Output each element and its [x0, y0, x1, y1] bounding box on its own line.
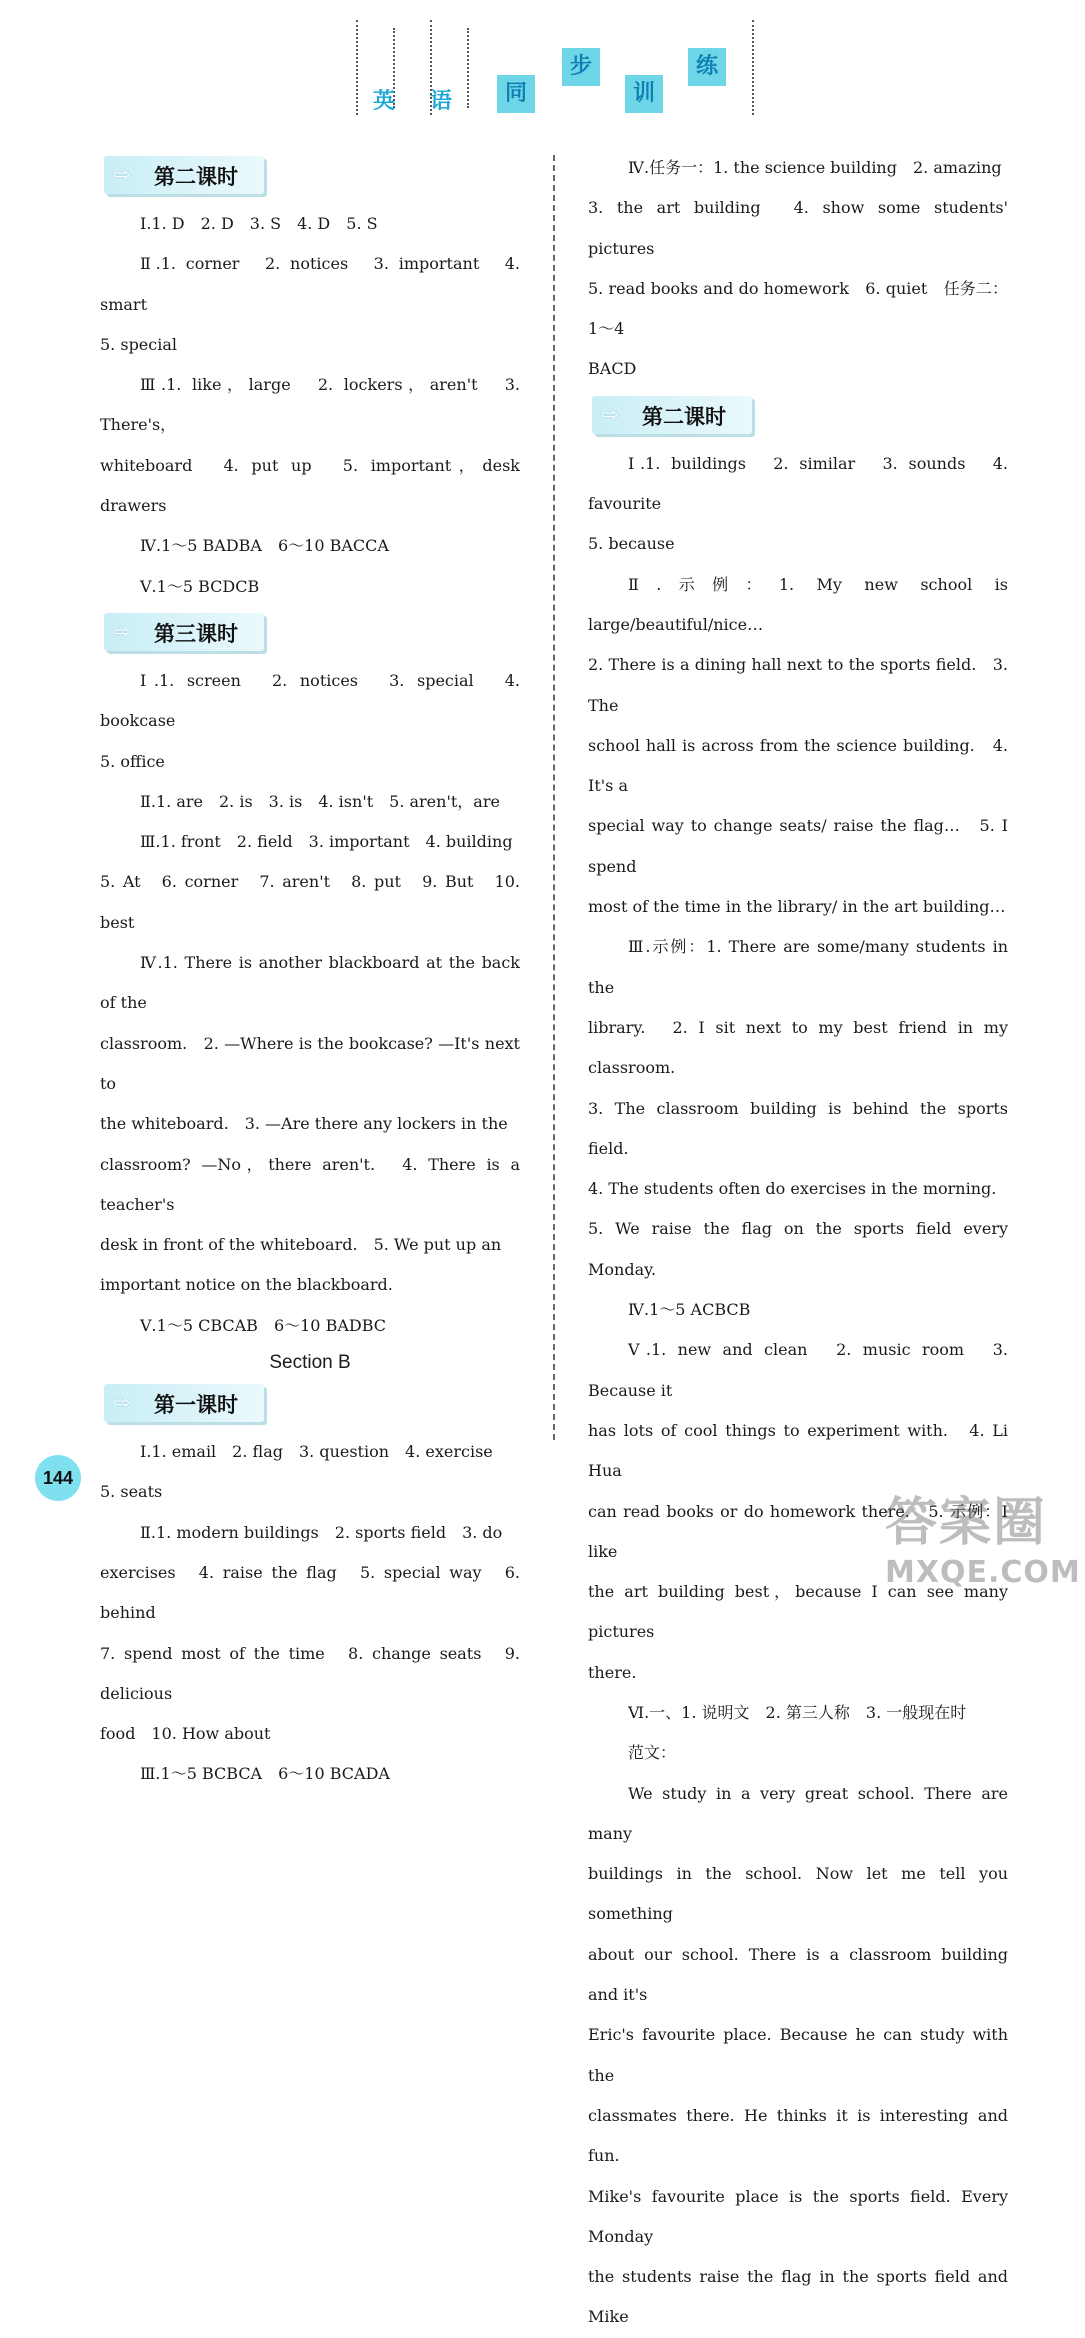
series-tile: 训	[625, 75, 663, 113]
answer-line: buildings in the school. Now let me tell you something	[588, 1864, 1008, 1924]
answer-line: 7. spend most of the time 8. change seats 9. delicious	[100, 1643, 520, 1703]
answer-line: 5. At 6. corner 7. aren't 8. put 9. But 10. best	[100, 872, 520, 932]
subject-char: 英	[373, 89, 396, 114]
answer-line: classroom. 2. —Where is the bookcase? —It's next to	[100, 1033, 520, 1093]
answer-line: important notice on the blackboard.	[100, 1275, 393, 1295]
answer-line: 3. the art building 4. show some students' pictures	[588, 198, 1008, 258]
left-column	[100, 150, 520, 1795]
answer-line: Ⅳ.1～5 BADBA 6～10 BACCA	[140, 536, 389, 556]
answer-line: 2. There is a dining hall next to the sports field. 3. The	[588, 655, 1008, 715]
watermark-logo	[885, 1480, 1081, 1590]
answer-line: there.	[588, 1662, 637, 1682]
header-divider	[752, 20, 754, 115]
answer-line: Ⅰ.1. buildings 2. similar 3. sounds 4. favourite	[588, 453, 1008, 514]
answer-line: school hall is across from the science building. 4. It's a	[588, 735, 1008, 796]
answer-line: 5. special	[100, 334, 178, 354]
answer-line: Ⅴ.1～5 BCDCB	[140, 576, 260, 596]
answer-line: special way to change seats/ raise the flag… 5. I spend	[588, 816, 1008, 876]
lesson-title: 第一课时	[154, 1393, 238, 1418]
answer-line: BACD	[588, 359, 637, 379]
lesson-title: 第二课时	[642, 404, 726, 429]
answer-line: We study in a very great school. There are many	[588, 1783, 1008, 1843]
answer-line: classmates there. He thinks it is interesting and fun.	[588, 2105, 1008, 2166]
lesson-badge	[592, 396, 752, 434]
answer-line: Ⅲ.1. front 2. field 3. important 4. building	[140, 832, 513, 852]
arrow-icon: ⇨	[114, 618, 131, 643]
series-tile: 步	[562, 48, 600, 86]
answer-line: library. 2. I sit next to my best friend in my classroom.	[588, 1017, 1008, 1078]
answer-line: Ⅳ.1. There is another blackboard at the back of the	[100, 953, 520, 1013]
watermark-url: MXQE.COM	[885, 1555, 1081, 1590]
lesson-badge	[104, 156, 264, 194]
lesson-title: 第三课时	[154, 621, 238, 646]
answer-line: Ⅲ.1～5 BCBCA 6～10 BCADA	[140, 1764, 390, 1784]
answer-line: can read books or do homework there. 5. 示例：I like	[588, 1501, 1008, 1561]
answer-line: 4. The students often do exercises in the morning.	[588, 1179, 997, 1199]
answer-line: Ⅳ.任务一：1. the science building 2. amazing	[628, 158, 1002, 177]
answer-line: Mike's favourite place is the sports field. Every Monday	[588, 2186, 1008, 2246]
answer-line: Ⅰ.1. screen 2. notices 3. special 4. bookcase	[100, 670, 520, 731]
page-header	[0, 0, 1085, 140]
answer-line: 5. because	[588, 534, 675, 554]
lesson-badge	[104, 613, 264, 651]
answer-line: Ⅴ.1. new and clean 2. music room 3. Because it	[588, 1340, 1008, 1400]
column-divider	[553, 155, 555, 1440]
answer-line: exercises 4. raise the flag 5. special way 6. behind	[100, 1562, 520, 1623]
answer-line: Ⅵ.一、1. 说明文 2. 第三人称 3. 一般现在时	[628, 1702, 967, 1722]
answer-line: 范文：	[628, 1743, 677, 1763]
header-divider	[356, 20, 358, 115]
arrow-icon: ⇨	[114, 1390, 131, 1415]
answer-line: has lots of cool things to experiment with. 4. Li Hua	[588, 1420, 1008, 1481]
series-tile: 同	[497, 75, 535, 113]
subject-char: 语	[430, 89, 453, 114]
answer-line: 3. The classroom building is behind the sports field.	[588, 1098, 1008, 1158]
answer-line: Ⅱ.1. modern buildings 2. sports field 3. do	[140, 1522, 503, 1542]
answer-line: 5. office	[100, 751, 165, 771]
answer-line: the whiteboard. 3. —Are there any lockers in the	[100, 1114, 508, 1134]
answer-line: 5. seats	[100, 1482, 163, 1502]
answer-line: whiteboard 4. put up 5. important，desk drawers	[100, 455, 520, 516]
arrow-icon: ⇨	[602, 401, 619, 426]
answer-line: Ⅲ.1. like，large 2. lockers，aren't 3. There's，	[100, 375, 520, 435]
answer-line: most of the time in the library/ in the art building…	[588, 897, 1006, 917]
section-heading: Section B	[269, 1352, 351, 1374]
lesson-badge	[104, 1384, 264, 1422]
answer-line: Ⅴ.1～5 CBCAB 6～10 BADBC	[140, 1315, 387, 1335]
answer-line: Ⅲ.示例：1. There are some/many students in the	[588, 937, 1008, 997]
answer-line: Eric's favourite place. Because he can study with the	[588, 2025, 1008, 2085]
answer-line: classroom? —No，there aren't. 4. There is a teacher's	[100, 1154, 520, 1214]
answer-line: Ⅰ.1. email 2. flag 3. question 4. exercise	[140, 1442, 493, 1462]
answer-line: desk in front of the whiteboard. 5. We put up an	[100, 1235, 502, 1255]
answer-line: the students raise the flag in the sports field and Mike	[588, 2267, 1008, 2327]
page-number: 144	[35, 1455, 81, 1501]
answer-line: Ⅱ.示例：1. My new school is large/beautiful/nice…	[588, 574, 1008, 634]
answer-line: 5. read books and do homework 6. quiet 任务二：1～4	[588, 278, 1008, 339]
answer-line: about our school. There is a classroom building and it's	[588, 1944, 1008, 2005]
header-divider	[467, 28, 469, 108]
lesson-title: 第二课时	[154, 165, 238, 189]
arrow-icon: ⇨	[114, 162, 131, 186]
answer-line: the art building best，because I can see many pictures	[588, 1582, 1008, 1642]
answer-line: Ⅱ.1. are 2. is 3. is 4. isn't 5. aren't，are	[140, 791, 500, 811]
right-column	[588, 148, 1008, 2338]
answer-line: Ⅰ.1. D 2. D 3. S 4. D 5. S	[140, 214, 378, 233]
watermark-text: 答案圈	[885, 1493, 1048, 1553]
answer-line: 5. We raise the flag on the sports field every Monday.	[588, 1219, 1008, 1279]
answer-line: Ⅳ.1～5 ACBCB	[628, 1300, 751, 1320]
answer-line: Ⅱ.1. corner 2. notices 3. important 4. smart	[100, 254, 520, 314]
series-tile: 练	[688, 48, 726, 86]
answer-line: food 10. How about	[100, 1724, 271, 1744]
